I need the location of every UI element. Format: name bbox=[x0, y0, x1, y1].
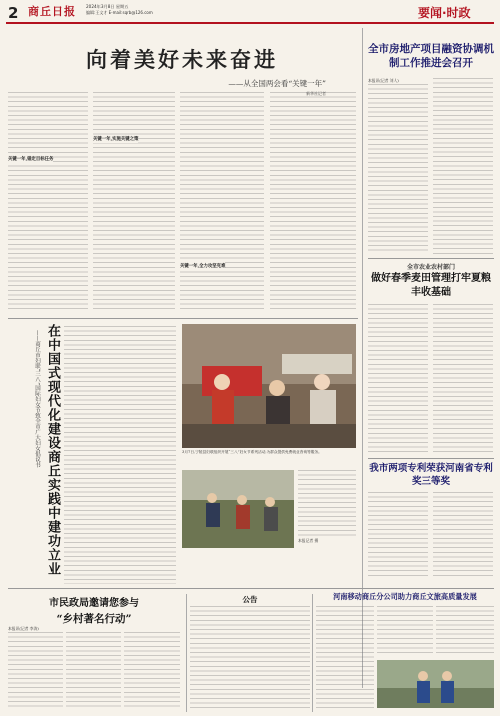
wheat-column-1 bbox=[368, 304, 428, 454]
women-subheadline: ——商丘市妇联“三八”国际妇女节致全市广大妇女倡议书 bbox=[34, 330, 40, 468]
wheat-headline: 做好春季麦田管理打牢夏粮丰收基础 bbox=[371, 273, 491, 298]
field-photo-illustration bbox=[182, 470, 294, 548]
field-photo-caption-block bbox=[298, 470, 356, 544]
divider bbox=[314, 588, 494, 589]
page-number: 2 bbox=[8, 4, 19, 22]
section-title: 要闻·时政 bbox=[418, 6, 471, 20]
divider bbox=[8, 588, 358, 589]
divider bbox=[368, 258, 494, 259]
civil-affairs-headline: 市民政局邀请您参与 bbox=[49, 598, 139, 609]
lead-column-3 bbox=[180, 92, 264, 312]
divider bbox=[368, 458, 494, 459]
event-photo-illustration bbox=[182, 324, 356, 448]
lead-subhead-1: 关键一年,锚定目标任务 bbox=[8, 157, 54, 162]
civil-affairs-column-3 bbox=[124, 632, 180, 710]
field-photo-caption-lines bbox=[298, 470, 356, 536]
mobile-column-1 bbox=[316, 606, 374, 710]
column-divider bbox=[186, 594, 187, 712]
lead-headline: 向着美好未来奋进 bbox=[86, 47, 278, 72]
lead-subhead-2: 关键一年,实施关键之策 bbox=[93, 137, 139, 142]
lead-column-4 bbox=[270, 92, 356, 312]
realestate-article bbox=[368, 42, 494, 70]
lead-column-2 bbox=[93, 92, 175, 312]
mobile-photo-illustration bbox=[377, 660, 494, 708]
event-photo bbox=[182, 324, 356, 448]
realestate-headline: 全市房地产项目融资协调机制工作推进会召开 bbox=[368, 43, 494, 69]
header-rule bbox=[6, 22, 494, 24]
civil-affairs-headline-2: “乡村著名行动” bbox=[56, 613, 132, 625]
realestate-column-2 bbox=[433, 78, 493, 254]
civil-affairs-byline: 本报讯(记者 李涛) bbox=[8, 626, 39, 631]
civil-affairs-article bbox=[8, 594, 180, 626]
lead-byline: 新华社记者 bbox=[306, 91, 326, 96]
newspaper-logo: 商丘日报 bbox=[28, 5, 76, 18]
realestate-column-1 bbox=[368, 84, 428, 254]
lead-subhead-3: 关键一年,全力攻坚克难 bbox=[180, 264, 226, 269]
lead-article bbox=[8, 28, 356, 97]
field-photo bbox=[182, 470, 294, 548]
women-headline: 在中国式现代化建设商丘实践中建功立业 bbox=[45, 324, 60, 576]
mobile-column-2 bbox=[377, 606, 433, 656]
civil-affairs-column-1 bbox=[8, 632, 63, 710]
patent-headline: 我市两项专利荣获河南省专利奖三等奖 bbox=[369, 463, 493, 487]
issue-date: 2024年3月8日 星期五 bbox=[86, 4, 129, 9]
women-body bbox=[64, 326, 176, 584]
notice-body bbox=[190, 606, 310, 710]
mobile-headline: 河南移动商丘分公司助力商丘文旅高质量发展 bbox=[333, 592, 477, 601]
civil-affairs-column-2 bbox=[66, 632, 121, 710]
mobile-column-3 bbox=[436, 606, 494, 656]
lead-subheadline: ——从全国两会看“关键一年” bbox=[228, 79, 326, 88]
women-title-block bbox=[8, 324, 60, 584]
column-divider bbox=[362, 28, 363, 688]
patent-column-2 bbox=[433, 492, 493, 578]
notice-title: 公告 bbox=[242, 595, 258, 604]
realestate-byline: 本报讯(记者 刘人) bbox=[368, 78, 399, 83]
wheat-column-2 bbox=[433, 304, 493, 454]
event-photo-caption: 3月7日,宁陵县妇联组织开展“三八”妇女节系列活动,为群众提供免费就业咨询等服务。 bbox=[182, 450, 322, 454]
editor-line: 编辑:王文才 E-mail:sqrb@126.com bbox=[86, 10, 153, 15]
mobile-photo bbox=[377, 660, 494, 708]
wheat-kicker: 全市农业农村部门 bbox=[406, 264, 455, 271]
lead-column-1 bbox=[8, 92, 88, 312]
divider bbox=[8, 318, 358, 319]
field-photo-credit: 本报记者 摄 bbox=[298, 538, 319, 543]
column-divider bbox=[312, 594, 313, 712]
patent-column-1 bbox=[368, 492, 428, 578]
